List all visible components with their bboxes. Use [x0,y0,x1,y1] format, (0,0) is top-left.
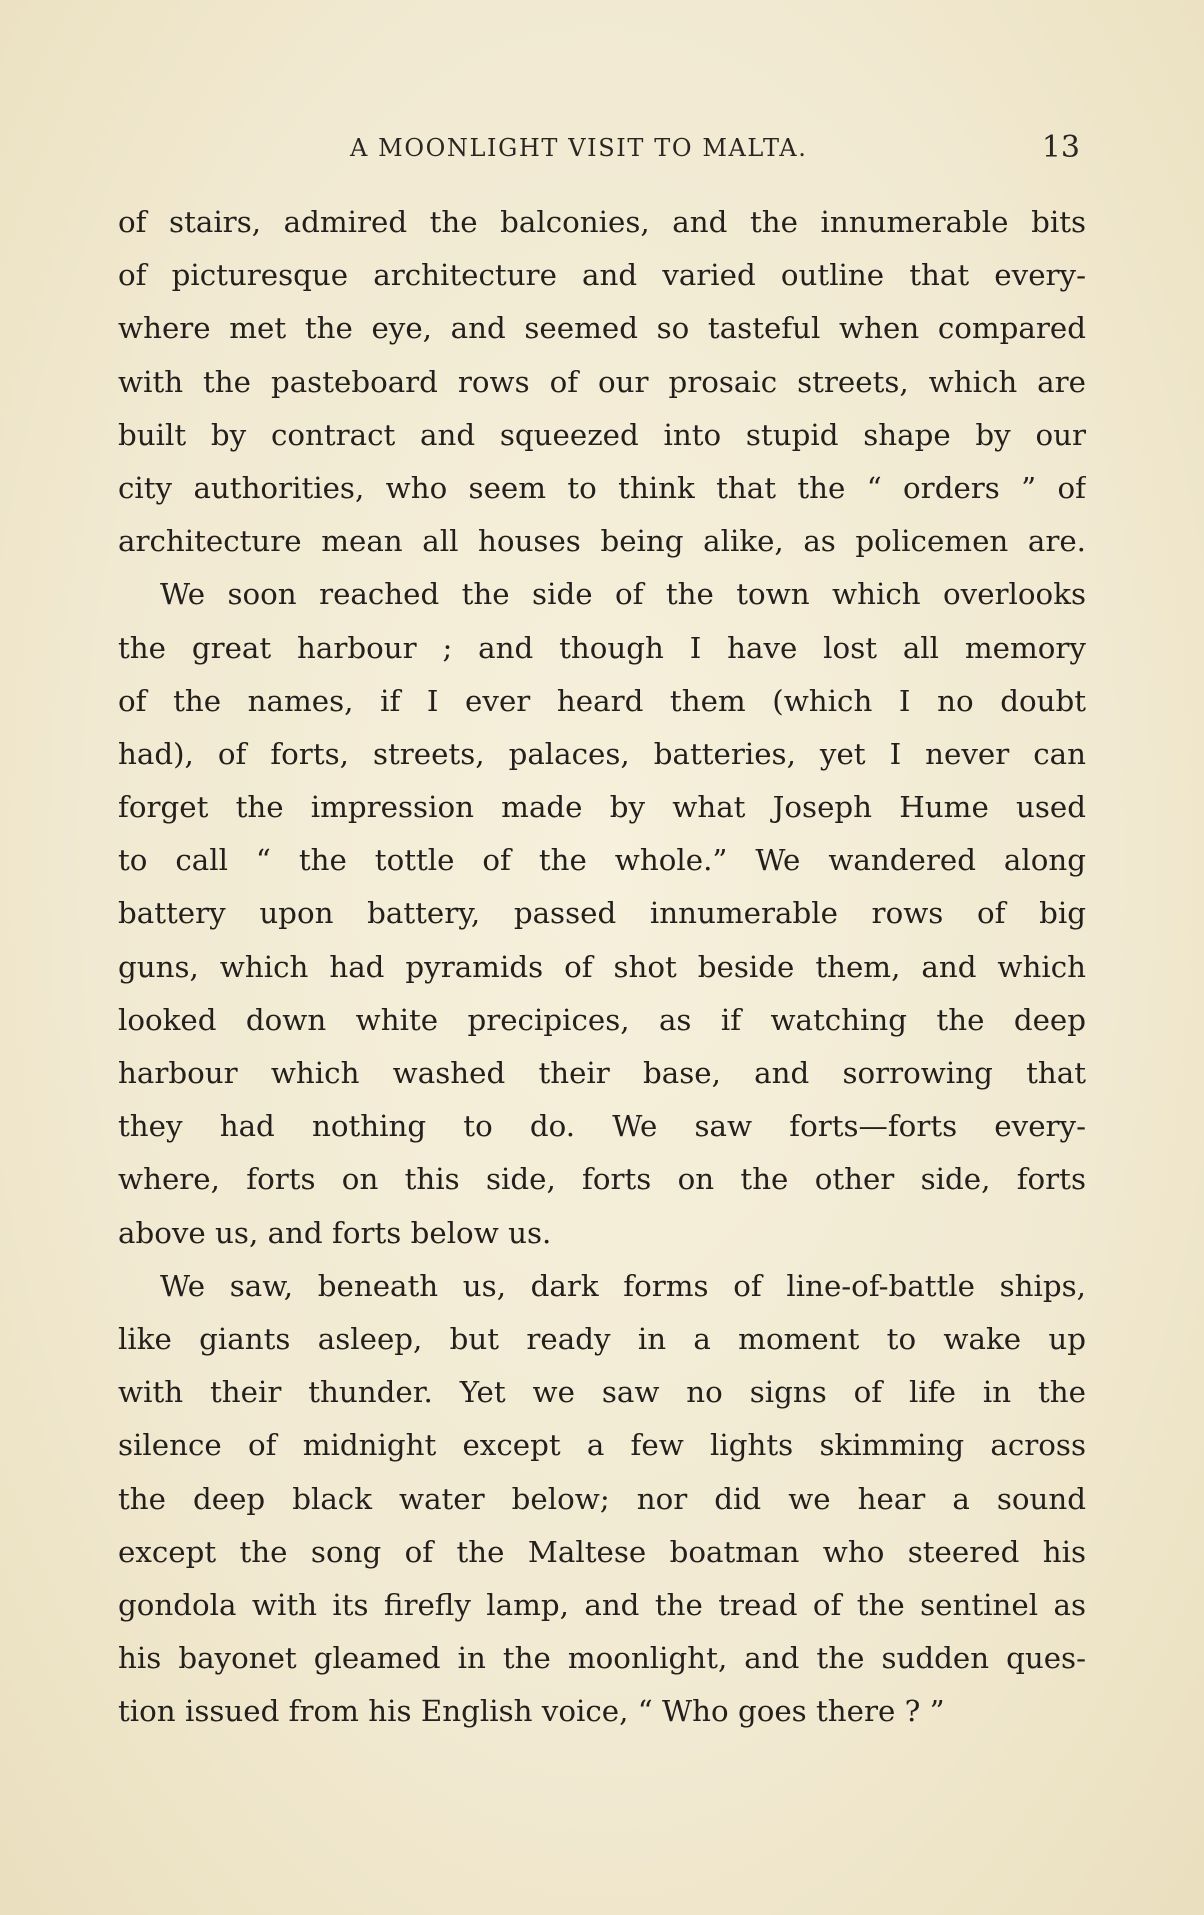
text-line: architecture mean all houses being alike, as policemen are. [118,524,1086,559]
text-line: had), of forts, streets, palaces, batteries, yet I never can [118,736,1086,771]
paragraph-3 [118,1260,1086,1739]
text-line: harbour which washed their base, and sorrowing that [118,1056,1086,1090]
text-line: except the song of the Maltese boatman who steered his [118,1534,1086,1569]
text-line: the deep black water below; nor did we hear a sound [118,1481,1086,1516]
text-line: of stairs, admired the balconies, and the innumerable bits [118,205,1086,239]
text-line: the great harbour ; and though I have lost all memory [118,630,1086,665]
text-line: We soon reached the side of the town which overlooks [160,577,1086,612]
text-line: city authorities, who seem to think that the “ orders ” of [118,470,1086,505]
text-line: forget the impression made by what Joseph Hume used [118,790,1086,825]
text-line: gondola with its firefly lamp, and the tread of the sentinel as [118,1587,1086,1622]
text-line: built by contract and squeezed into stupid shape by our [118,417,1086,452]
running-title: A MOONLIGHT VISIT TO MALTA. [350,134,808,162]
text-line: like giants asleep, but ready in a moment to wake up [118,1321,1086,1356]
text-line: his bayonet gleamed in the moonlight, and the sudden ques- [118,1641,1086,1676]
text-line: of picturesque architecture and varied outline that every- [118,258,1086,293]
text-line: where, forts on this side, forts on the other side, forts [118,1162,1086,1197]
text-line: silence of midnight except a few lights skimming across [118,1428,1086,1463]
paragraph-1 [118,196,1086,568]
text-line: looked down white precipices, as if watching the deep [118,1002,1086,1037]
text-line: above us, and forts below us. [118,1215,552,1250]
paragraph-2 [118,568,1086,1259]
text-line: of the names, if I ever heard them (which I no doubt [118,683,1086,718]
text-line: guns, which had pyramids of shot beside them, and which [118,949,1086,984]
text-line: with the pasteboard rows of our prosaic streets, which are [118,364,1086,399]
text-line: tion issued from his English voice, “ Who goes there ? ” [118,1694,945,1729]
text-line: battery upon battery, passed innumerable rows of big [118,896,1086,931]
running-head [120,130,1080,170]
body-text [118,196,1086,1738]
page-number: 13 [1041,130,1080,165]
text-line: they had nothing to do. We saw forts—forts every- [118,1109,1086,1144]
text-line: with their thunder. Yet we saw no signs of life in the [118,1375,1086,1410]
text-line: We saw, beneath us, dark forms of line-of-battle ships, [160,1268,1086,1303]
text-line: to call “ the tottle of the whole.” We wandered along [118,843,1086,878]
text-line: where met the eye, and seemed so tasteful when compared [118,311,1086,346]
